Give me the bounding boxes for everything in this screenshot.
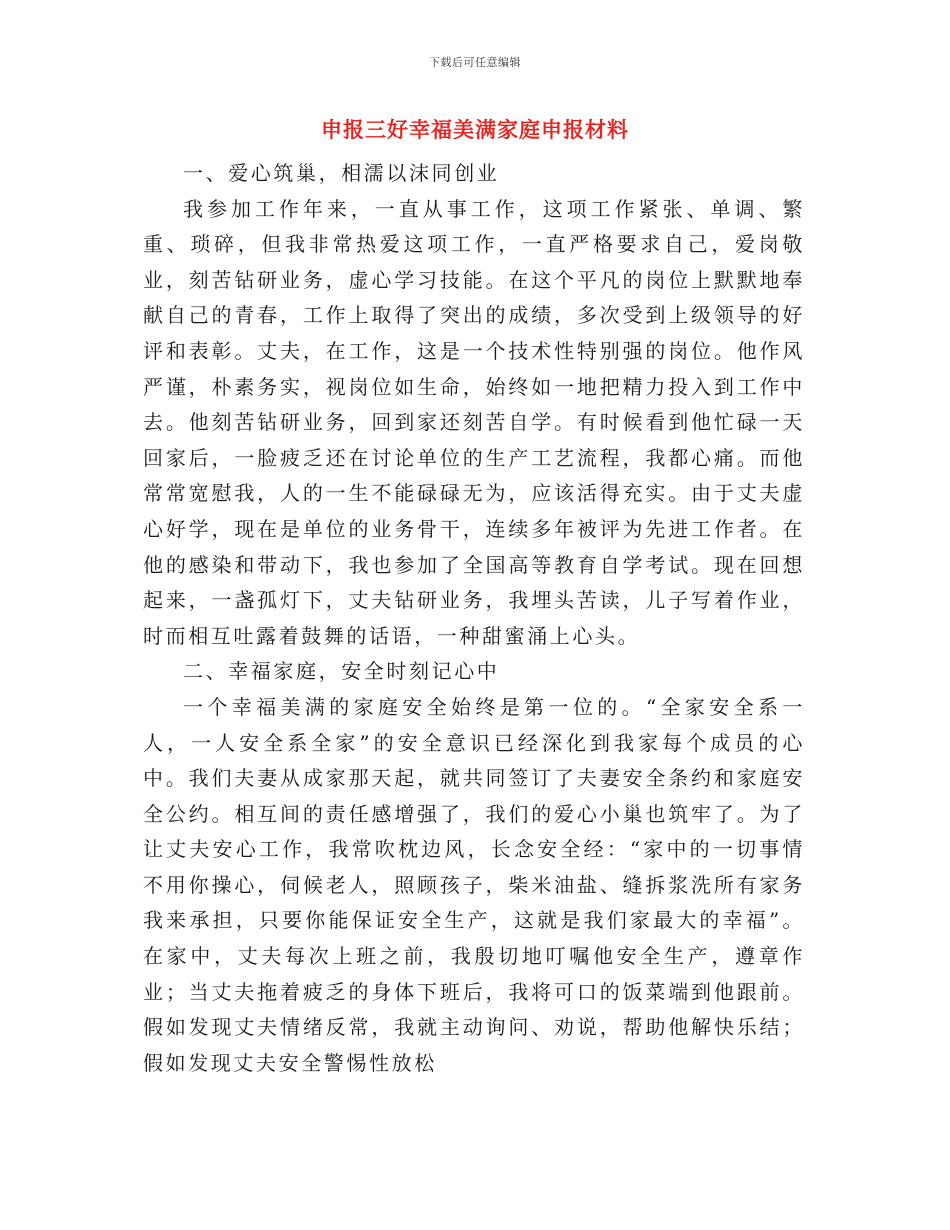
paragraph-2: 一个幸福美满的家庭安全始终是第一位的。“全家安全系一人，一人安全系全家”的安全意识已经深化到我家每个成员的心中。我们夫妻从成家那天起，就共同签订了夫妻安全条约和家庭安全公约。相互间的责任感增强了，我们的爱心小巢也筑牢了。为了让丈夫安心工作，我常吹枕边风，长念安全经：“家中的一切事情不用你操心，伺候老人，照顾孩子，柴米油盐、缝拆浆洗所有家务我来承担，只要你能保证安全生产，这就是我们家最大的幸福”。在家中，丈夫每次上班之前，我殷切地叮嘱他安全生产，遵章作业；当丈夫拖着疲乏的身体下班后，我将可口的饭菜端到他跟前。假如发现丈夫情绪反常，我就主动询问、劝说，帮助他解快乐结；假如发现丈夫安全警惕性放松	[143, 694, 805, 1075]
document-body	[143, 156, 805, 1081]
section-heading-2: 二、幸福家庭，安全时刻记心中	[183, 659, 500, 684]
header-note: 下载后可任意编辑	[429, 56, 521, 69]
document-title: 申报三好幸福美满家庭申报材料	[321, 117, 629, 142]
section-heading-1: 一、爱心筑巢，相濡以沫同创业	[183, 161, 500, 185]
paragraph-1: 我参加工作年来，一直从事工作，这项工作紧张、单调、繁重、琐碎，但我非常热爱这项工作，一直严格要求自己，爱岗敬业，刻苦钻研业务，虚心学习技能。在这个平凡的岗位上默默地奉献自己的青春，工作上取得了突出的成绩，多次受到上级领导的好评和表彰。丈夫，在工作，这是一个技术性特别强的岗位。他作风严谨，朴素务实，视岗位如生命，始终如一地把精力投入到工作中去。他刻苦钻研业务，回到家还刻苦自学。有时候看到他忙碌一天回家后，一脸疲乏还在讨论单位的生产工艺流程，我都心痛。而他常常宽慰我，人的一生不能碌碌无为，应该活得充实。由于丈夫虚心好学，现在是单位的业务骨干，连续多年被评为先进工作者。在他的感染和带动下，我也参加了全国高等教育自学考试。现在回想起来，一盏孤灯下，丈夫钻研业务，我埋头苦读，儿子写着作业，时而相互吐露着鼓舞的话语，一种甜蜜涌上心头。	[143, 196, 805, 648]
